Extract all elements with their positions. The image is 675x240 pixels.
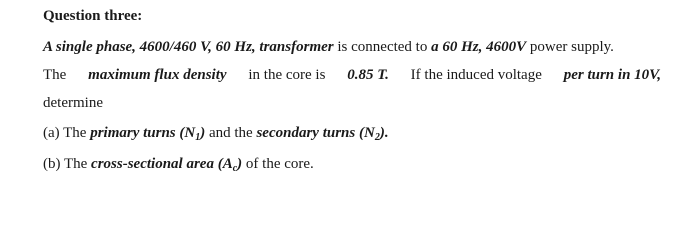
primary-subscript: 1: [195, 132, 201, 143]
part-b-suffix: of the core.: [242, 156, 314, 172]
flux-density-value: 0.85 T.: [347, 67, 389, 83]
part-a: [43, 124, 389, 147]
area-subscript: c: [232, 163, 238, 174]
line2-in-core: in the core is: [248, 67, 326, 83]
problem-line-2: [43, 66, 661, 84]
voltage-per-turn: per turn in 10V,: [563, 67, 661, 83]
supply-spec: a 60 Hz, 4600V: [431, 39, 527, 55]
line2-induced-voltage: If the induced voltage: [410, 67, 542, 83]
question-heading: Question three:: [43, 8, 143, 24]
problem-line-3: determine: [43, 95, 103, 111]
problem-line-1: [43, 38, 614, 56]
secondary-turns-term: secondary turns $(N_2)$.: [256, 125, 389, 143]
secondary-subscript: 2: [374, 132, 380, 143]
max-flux-density-term: maximum flux density: [88, 67, 227, 83]
part-a-mid: and the: [205, 125, 257, 141]
part-b-prefix: (b) The: [43, 156, 92, 172]
line1-connector: is connected to: [333, 39, 432, 55]
line2-word-the: The: [43, 67, 67, 83]
transformer-spec: A single phase, 4600/460 V, 60 Hz, transformer: [43, 39, 334, 55]
part-b: [43, 155, 314, 178]
cross-sectional-area-term: cross-sectional area $(A_c)$: [91, 156, 243, 174]
part-a-prefix: (a) The: [43, 125, 91, 141]
primary-turns-term: primary turns $(N_1)$: [90, 125, 206, 143]
line1-end: power supply.: [526, 39, 614, 55]
